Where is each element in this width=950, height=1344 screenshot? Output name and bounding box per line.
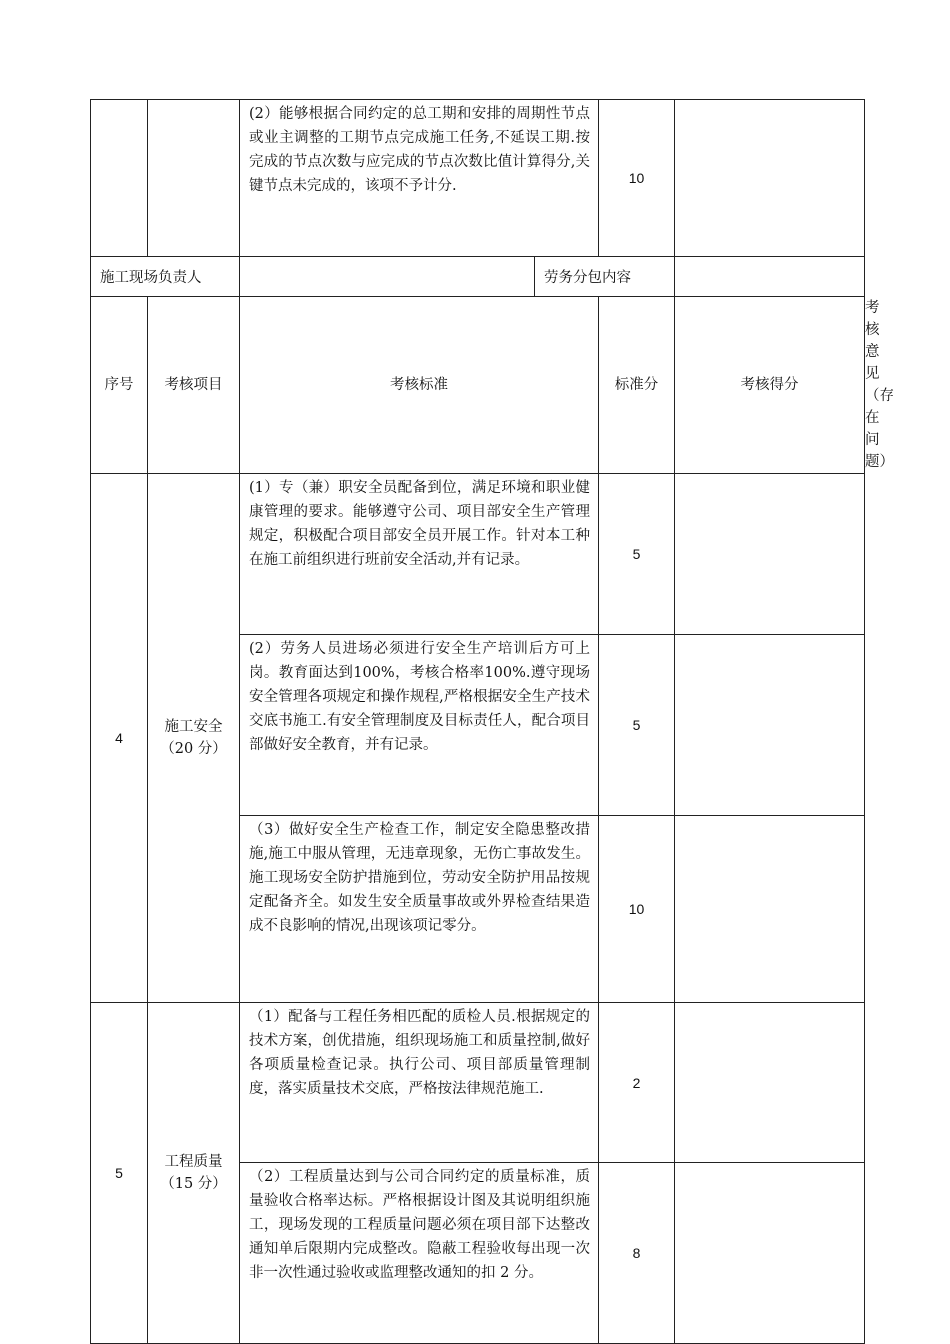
- item-cell: [148, 1003, 240, 1344]
- seq-cell: 4: [91, 474, 148, 1003]
- got-score-cell: [675, 635, 865, 816]
- got-score-cell: [675, 1163, 865, 1344]
- site-manager-value: [240, 257, 535, 297]
- header-std-score: 标准分: [599, 297, 675, 474]
- table-row: [91, 100, 865, 257]
- criterion-cell: （3）做好安全生产检查工作，制定安全隐患整改措施,施工中服从管理，无违章现象，无伤亡事故发生。施工现场安全防护措施到位，劳动安全防护用品按规定配备齐全。如发生安全质量事故或外界检查结果造成不良影响的情况,出现该项记零分。: [240, 816, 599, 1003]
- got-score-cell: [675, 1003, 865, 1163]
- criterion-cell: (1）专（兼）职安全员配备到位，满足环境和职业健康管理的要求。能够遵守公司、项目部安全生产管理规定，积极配合项目部安全员开展工作。针对本工种在施工前组织进行班前安全活动,并有记录。: [240, 474, 599, 635]
- criterion-cell: （2）工程质量达到与公司合同约定的质量标准，质量验收合格率达标。严格根据设计图及其说明组织施工，现场发现的工程质量问题必须在项目部下达整改通知单后限期内完成整改。隐蔽工程验收每出现一次非一次性通过验收或监理整改通知的扣 2 分。: [240, 1163, 599, 1344]
- item-cell: [148, 100, 240, 257]
- std-score-cell: 2: [599, 1003, 675, 1163]
- std-score-cell: 10: [599, 816, 675, 1003]
- got-score-cell: [675, 100, 865, 257]
- subcontract-label: 劳务分包内容: [535, 257, 675, 297]
- item-points: （15 分）: [160, 1176, 227, 1192]
- header-standard: 考核标准: [240, 297, 599, 474]
- item-cell: [148, 474, 240, 1003]
- item-name: 施工安全: [164, 719, 223, 735]
- seq-cell: 5: [91, 1003, 148, 1344]
- got-score-cell: [675, 816, 865, 1003]
- header-row: 序号 考核项目 考核标准 标准分 考核得分 考核意见（存在问题）: [91, 297, 865, 474]
- item-name: 工程质量: [164, 1154, 223, 1170]
- std-score-cell: 5: [599, 474, 675, 635]
- header-item: 考核项目: [148, 297, 240, 474]
- subcontract-value: [675, 257, 865, 297]
- std-score-cell: 5: [599, 635, 675, 816]
- header-seq: 序号: [91, 297, 148, 474]
- std-score-cell: 8: [599, 1163, 675, 1344]
- table-row: [91, 1003, 865, 1163]
- table-row: [91, 474, 865, 635]
- criterion-cell: (2）劳务人员进场必须进行安全生产培训后方可上岗。教育面达到100%，考核合格率100%.遵守现场安全管理各项规定和操作规程,严格根据安全生产技术交底书施工.有安全管理制度及目标责任人，配合项目部做好安全教育，并有记录。: [240, 635, 599, 816]
- criterion-cell: （1）配备与工程任务相匹配的质检人员.根据规定的技术方案，创优措施，组织现场施工和质量控制,做好各项质量检查记录。执行公司、项目部质量管理制度，落实质量技术交底，严格按法律规范施工.: [240, 1003, 599, 1163]
- criterion-cell: (2）能够根据合同约定的总工期和安排的周期性节点或业主调整的工期节点完成施工任务,不延误工期.按完成的节点次数与应完成的节点次数比值计算得分,关键节点未完成的，该项不予计分.: [240, 100, 599, 257]
- got-score-cell: [675, 474, 865, 635]
- assessment-table: [90, 99, 895, 1344]
- std-score-cell: 10: [599, 100, 675, 257]
- site-manager-label: 施工现场负责人: [91, 257, 240, 297]
- info-row: [91, 257, 865, 297]
- seq-cell: [91, 100, 148, 257]
- item-points: （20 分）: [160, 741, 227, 757]
- header-got-score: 考核得分: [675, 297, 865, 474]
